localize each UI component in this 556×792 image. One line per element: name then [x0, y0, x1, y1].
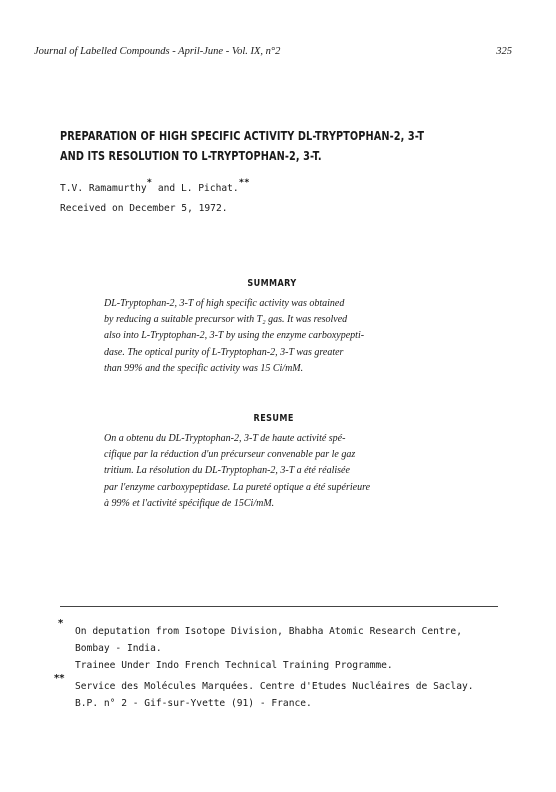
- running-header: Journal of Labelled Compounds - April-June - Vol. IX, n°2: [34, 46, 281, 57]
- footnote-1-line-3: Trainee Under Indo French Technical Training Programme.: [75, 660, 393, 671]
- footnote-mark-2: **: [54, 673, 65, 684]
- summary-line: by reducing a suitable precursor with T₂ gas. It was resolved: [104, 314, 348, 326]
- article-title-line-2: AND ITS RESOLUTION TO L-TRYPTOPHAN-2, 3-T.: [60, 148, 322, 163]
- author-1-name: T.V. Ramamurthy: [60, 183, 147, 194]
- footnote-mark-1: *: [58, 618, 64, 629]
- author-line: [60, 178, 250, 194]
- resume-line: à 99% et l'activité spécifique de 15Ci/mM.: [104, 497, 275, 509]
- resume-body: [104, 431, 464, 512]
- author-conjunction: and: [157, 183, 176, 194]
- footnote-separator: [60, 606, 498, 607]
- received-date: Received on December 5, 1972.: [60, 203, 228, 214]
- footnote-2-line-2: B.P. n° 2 - Gif-sur-Yvette (91) - France.: [75, 698, 312, 709]
- footnote-1-line-1: On deputation from Isotope Division, Bhabha Atomic Research Centre,: [75, 626, 462, 637]
- summary-body: [104, 296, 464, 377]
- author-2-name: L. Pichat.: [180, 183, 239, 194]
- summary-line: DL-Tryptophan-2, 3-T of high specific activity was obtained: [104, 298, 345, 309]
- footnote-1-line-2: Bombay - India.: [75, 643, 162, 654]
- resume-line: cifique par la réduction d'un précurseur convenable par le gaz: [104, 449, 356, 461]
- resume-line: par l'enzyme carboxypeptidase. La pureté optique a été supérieure: [104, 481, 371, 493]
- author-2-footnote-mark: **: [238, 178, 250, 188]
- article-title-line-1: PREPARATION OF HIGH SPECIFIC ACTIVITY DL-TRYPTOPHAN-2, 3-T: [60, 128, 425, 143]
- page-number: 325: [496, 46, 512, 57]
- summary-line: dase. The optical purity of L-Tryptophan-2, 3-T was greater: [104, 346, 344, 358]
- summary-line: also into L-Tryptophan-2, 3-T by using the enzyme carboxypepti-: [104, 330, 365, 342]
- resume-line: On a obtenu du DL-Tryptophan-2, 3-T de haute activité spé-: [104, 433, 346, 444]
- author-1-footnote-mark: *: [146, 178, 153, 188]
- resume-line: tritium. La résolution du DL-Tryptophan-2, 3-T a été réalisée: [104, 465, 350, 477]
- summary-line: than 99% and the specific activity was 15 Ci/mM.: [104, 362, 304, 374]
- footnote-2-line-1: Service des Molécules Marquées. Centre d'Etudes Nucléaires de Saclay.: [75, 681, 474, 692]
- resume-heading: RESUME: [253, 413, 294, 424]
- summary-heading: SUMMARY: [247, 278, 297, 289]
